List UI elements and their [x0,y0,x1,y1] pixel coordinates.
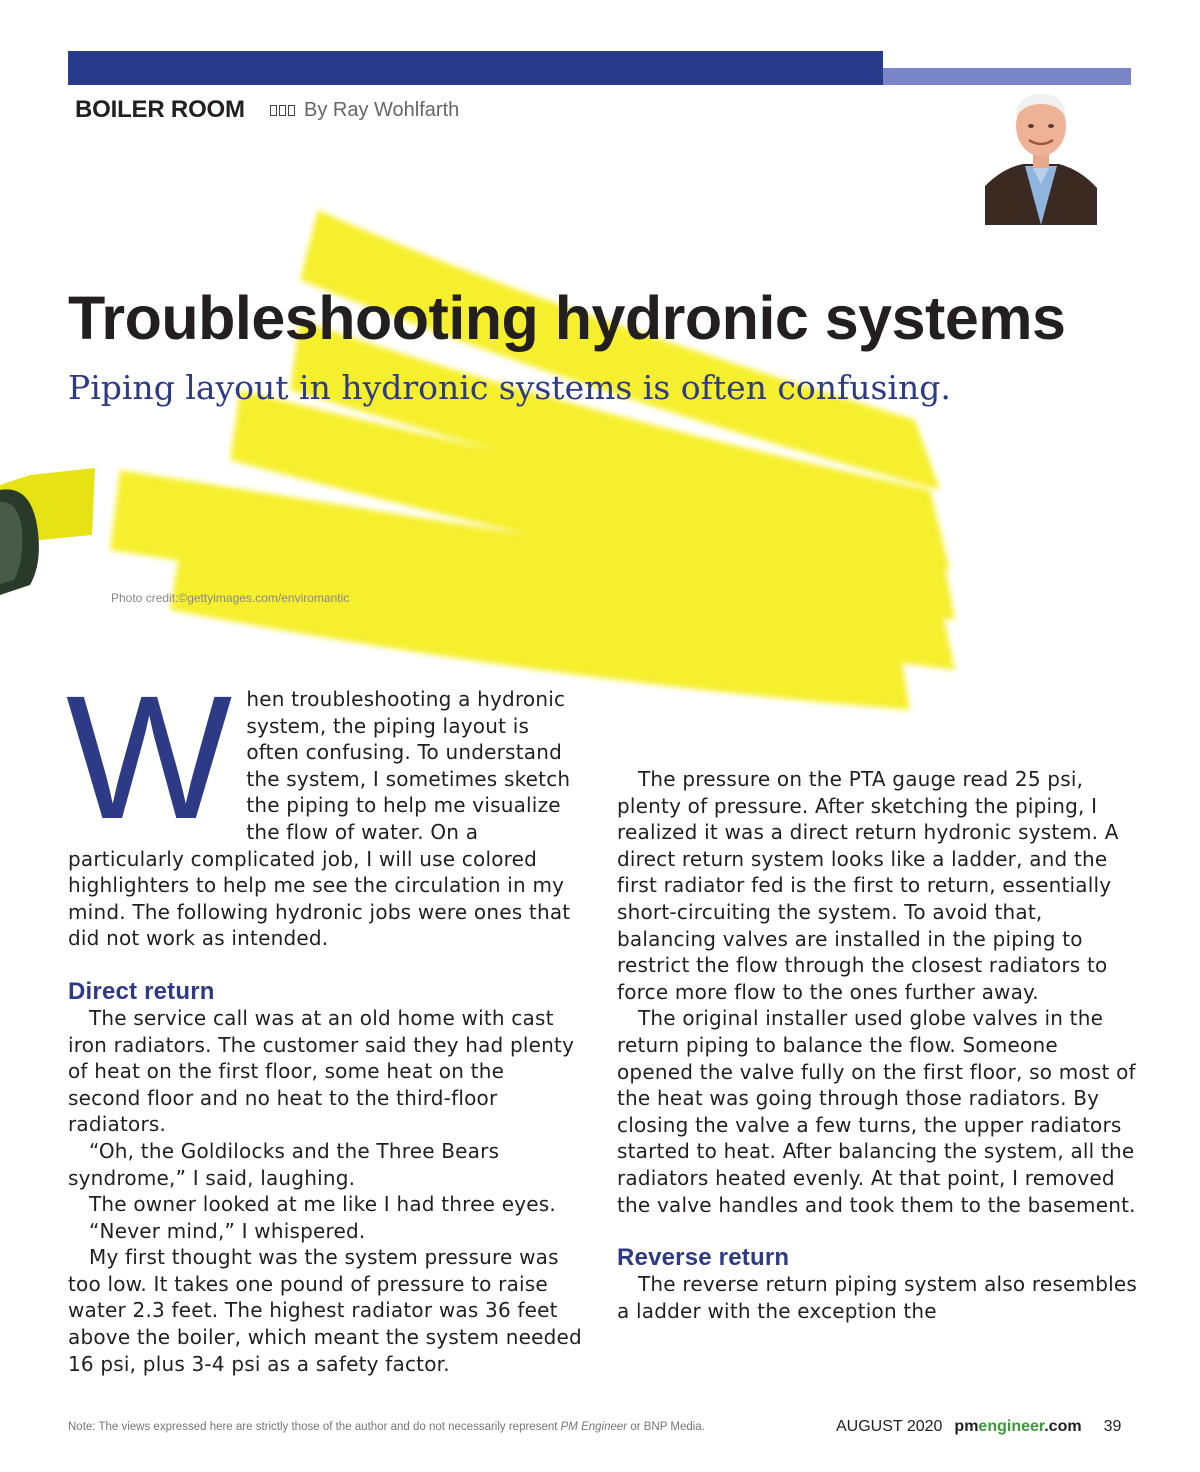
header-bar-light [883,68,1131,85]
body-paragraph: “Never mind,” I whispered. [89,1218,366,1243]
body-paragraph: The pressure on the PTA gauge read 25 psi, plenty of pressure. After sketching the piping, I realized it was a direct return hydronic system. A direct return system looks like a ladder, and the first radiator fed is the first to return, essentially short-circuiting the system. To avoid that, balancing valves are installed in the piping to restrict the flow through the closest radiators to force more flow to the ones further away. [617,767,1119,1004]
photo-credit: Photo credit:©gettyimages.com/enviromantic [111,591,350,605]
intro-paragraph: hen troubleshooting a hydronic system, the piping layout is often confusing. To understand the system, I sometimes sketch the piping to help me visualize the flow of water. On a particularly complicated job, I will use colored highlighters to help me see the circulation in my mind. The following hydronic jobs were ones that did not work as intended. [68,687,571,951]
section-label: BOILER ROOM [75,96,245,123]
body-paragraph: “Oh, the Goldilocks and the Three Bears syndrome,” I said, laughing. [68,1138,500,1190]
header-bar-dark [68,51,883,85]
publication-name: PM Engineer [560,1421,628,1433]
byline: By Ray Wohlfarth [304,99,460,121]
subhead-reverse-return: Reverse return [617,1244,790,1272]
issue-date: AUGUST 2020 [836,1418,943,1435]
body-paragraph: My first thought was the system pressure was too low. It takes one pound of pressure to raise water 2.3 feet. The highest radiator was 36 feet above the boiler, which meant the system needed 16 psi, plus 3-4 psi as a safety factor. [68,1245,582,1376]
page-number: 39 [1103,1418,1122,1435]
subhead-direct-return: Direct return [68,977,215,1005]
body-paragraph: The owner looked at me like I had three eyes. [89,1192,556,1217]
drop-cap: W [66,660,233,856]
body-paragraph: The reverse return piping system also resembles a ladder with the exception the [617,1272,1137,1323]
article-column-2 [617,766,1137,1324]
footer-folio [836,1418,1121,1436]
body-paragraph: The service call was at an old home with cast iron radiators. The customer said they had plenty of heat on the first floor, some heat on the second floor and no heat to the third-floor radiators. [68,1005,575,1137]
body-paragraph: The original installer used globe valves in the return piping to balance the flow. Someone opened the valve fully on the first floor, so most of the heat was going through those radiators. By closing the valve a few turns, the upper radiators started to heat. After balancing the system, all the radiators heated evenly. At that point, I removed the valve handles and took them to the basement. [617,1006,1136,1217]
highlighter-illustration [0,190,1200,730]
site-name: pmengineer.com [954,1418,1082,1435]
section-divider-icon [270,105,295,116]
footer-disclaimer: Note: The views expressed here are strictly those of the author and do not necessarily represent PM Engineer or BNP Media. [68,1421,705,1433]
headline: Troubleshooting hydronic systems [68,284,1066,352]
deck: Piping layout in hydronic systems is often confusing. [68,368,951,407]
article-column-1 [66,660,583,1377]
